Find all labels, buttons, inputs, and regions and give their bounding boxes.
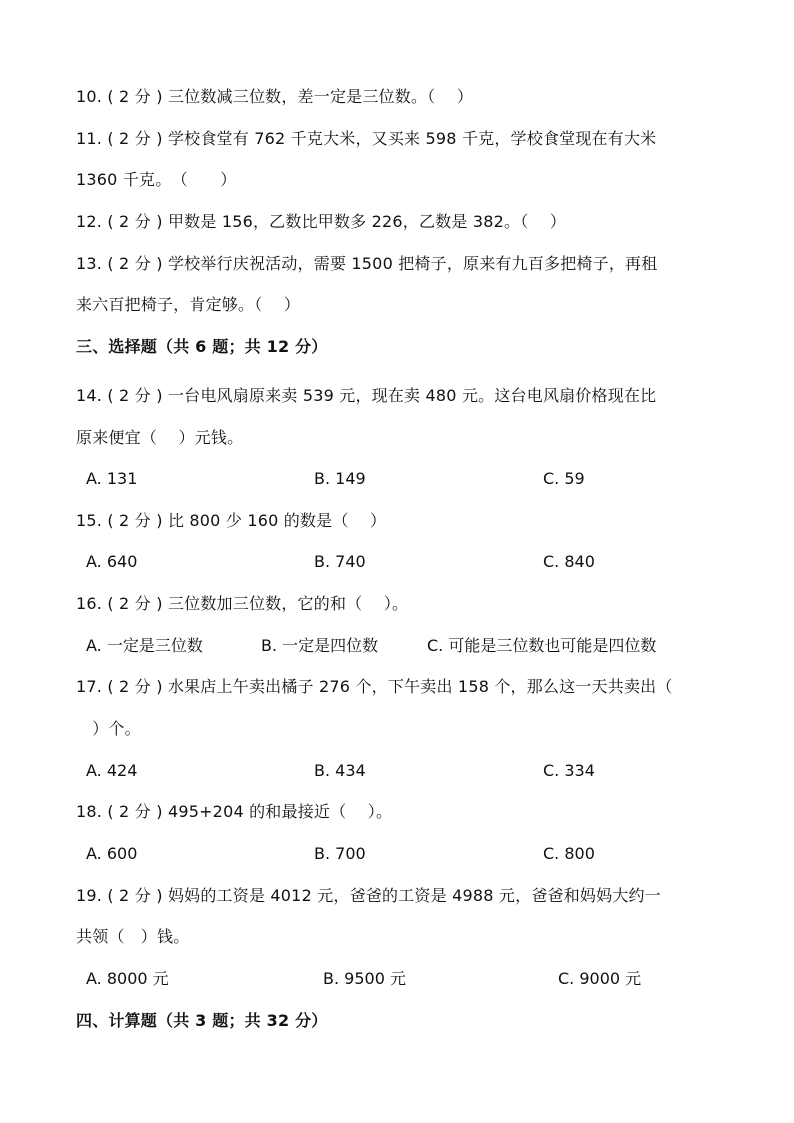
question-11-line-1: 11. ( 2 分 ) 学校食堂有 762 千克大米，又买来 598 千克，学校食堂现在有大米	[76, 129, 657, 148]
question-17-line-1: 17. ( 2 分 ) 水果店上午卖出橘子 276 个，下午卖出 158 个，那么这一天共卖出（	[76, 677, 673, 696]
option-16-a: A. 一定是三位数	[86, 636, 203, 655]
option-19-c: C. 9000 元	[558, 969, 642, 988]
section-3-title: 三、选择题（共 6 题；共 12 分）	[76, 337, 328, 356]
option-17-c: C. 334	[543, 761, 595, 780]
section-4-title: 四、计算题（共 3 题；共 32 分）	[76, 1011, 328, 1030]
option-18-a: A. 600	[86, 844, 138, 863]
option-14-a: A. 131	[86, 469, 138, 488]
question-19-line-1: 19. ( 2 分 ) 妈妈的工资是 4012 元，爸爸的工资是 4988 元，爸爸和妈妈大约一	[76, 886, 661, 905]
option-15-a: A. 640	[86, 552, 138, 571]
question-11-line-2: 1360 千克。 （ ）	[76, 170, 237, 189]
question-13-line-1: 13. ( 2 分 ) 学校举行庆祝活动，需要 1500 把椅子，原来有九百多把椅子，再租	[76, 254, 658, 273]
option-17-a: A. 424	[86, 761, 138, 780]
question-17-line-2: ）个。	[76, 719, 141, 738]
question-10: 10. ( 2 分 ) 三位数减三位数，差一定是三位数。（ ）	[76, 87, 474, 106]
option-18-b: B. 700	[314, 844, 366, 863]
question-12: 12. ( 2 分 ) 甲数是 156，乙数比甲数多 226，乙数是 382。（ ）	[76, 212, 567, 231]
question-19-line-2: 共领（ ）钱。	[76, 927, 190, 946]
option-17-b: B. 434	[314, 761, 366, 780]
option-14-b: B. 149	[314, 469, 366, 488]
option-15-b: B. 740	[314, 552, 366, 571]
option-16-c: C. 可能是三位数也可能是四位数	[427, 636, 657, 655]
option-16-b: B. 一定是四位数	[261, 636, 379, 655]
option-18-c: C. 800	[543, 844, 595, 863]
question-14-line-2: 原来便宜（ ）元钱。	[76, 428, 244, 447]
question-14-line-1: 14. ( 2 分 ) 一台电风扇原来卖 539 元，现在卖 480 元。这台电风扇价格现在比	[76, 386, 657, 405]
option-14-c: C. 59	[543, 469, 585, 488]
option-15-c: C. 840	[543, 552, 595, 571]
option-19-b: B. 9500 元	[323, 969, 406, 988]
question-16: 16. ( 2 分 ) 三位数加三位数，它的和（ ）。	[76, 594, 409, 613]
question-15: 15. ( 2 分 ) 比 800 少 160 的数是（ ）	[76, 511, 387, 530]
question-18: 18. ( 2 分 ) 495+204 的和最接近（ ）。	[76, 802, 393, 821]
option-19-a: A. 8000 元	[86, 969, 169, 988]
question-13-line-2: 来六百把椅子，肯定够。（ ）	[76, 295, 301, 314]
